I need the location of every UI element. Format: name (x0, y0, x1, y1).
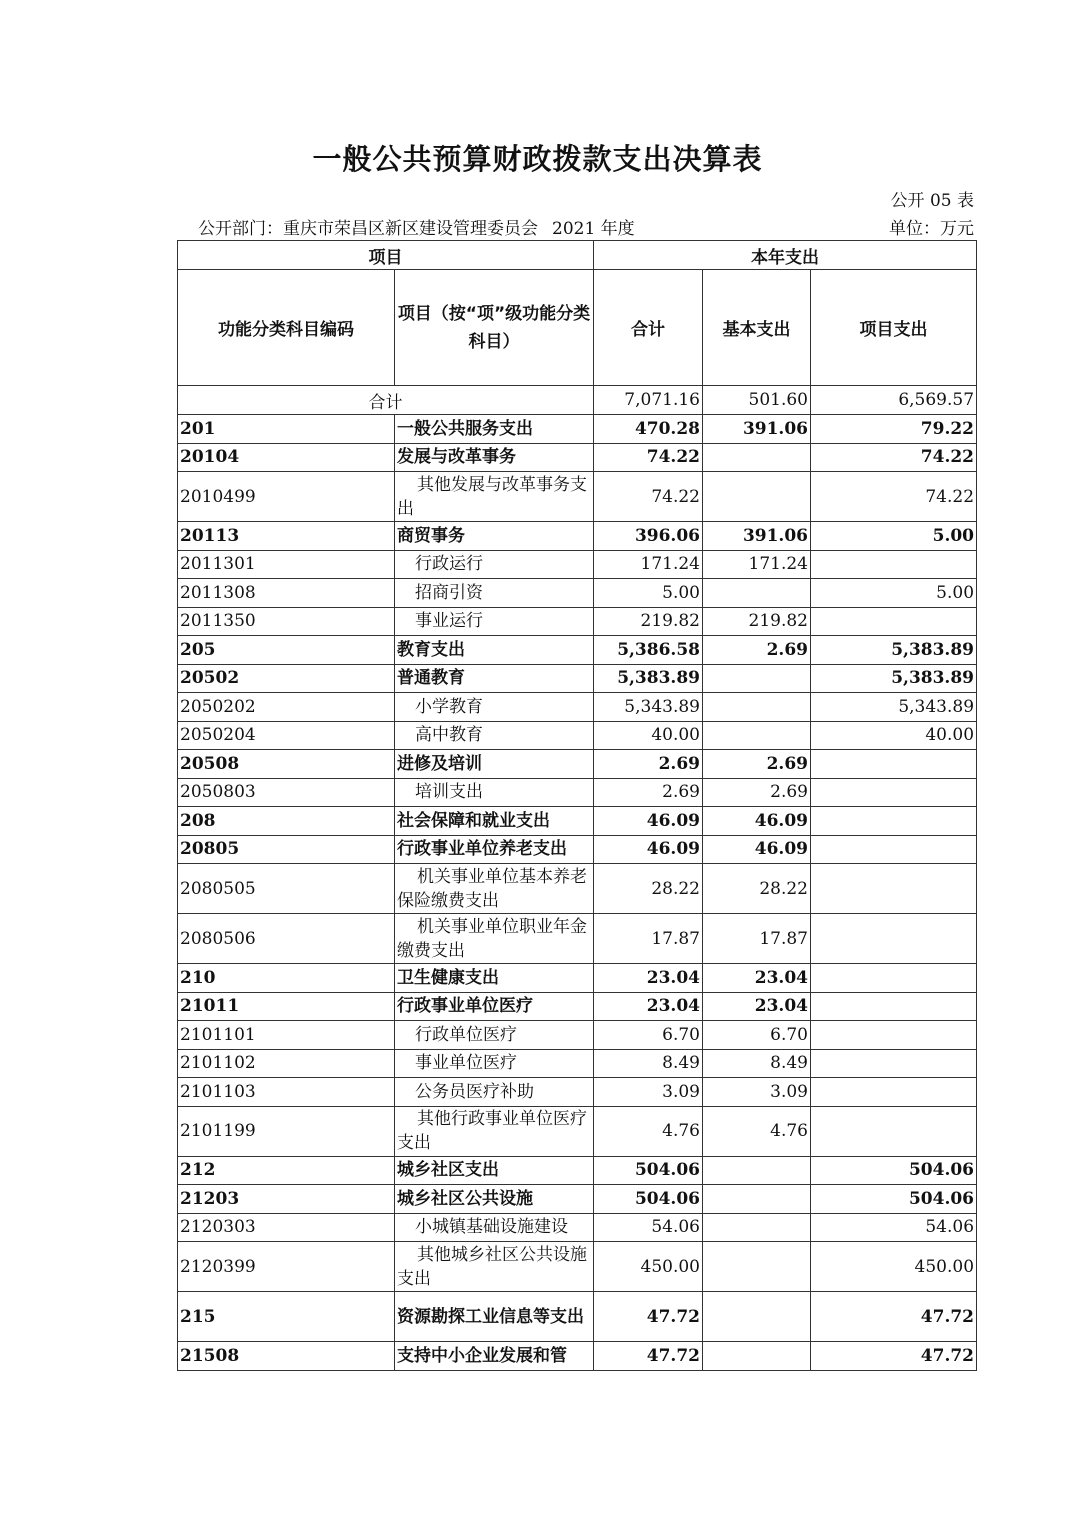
row-code: 20508 (178, 750, 395, 779)
row-total: 74.22 (594, 443, 703, 472)
row-code: 2080505 (178, 864, 395, 914)
header-basic: 基本支出 (703, 270, 811, 386)
total-basic: 501.60 (703, 386, 811, 415)
row-total: 40.00 (594, 721, 703, 750)
row-total: 23.04 (594, 964, 703, 993)
row-project (811, 1078, 977, 1107)
row-code: 201 (178, 415, 395, 444)
department-name: 公开部门：重庆市荣昌区新区建设管理委员会 (198, 219, 538, 239)
row-name: 发展与改革事务 (395, 443, 594, 472)
row-code: 20113 (178, 522, 395, 551)
row-total: 504.06 (594, 1156, 703, 1185)
row-basic (703, 693, 811, 722)
table-row (178, 1156, 977, 1185)
row-total: 46.09 (594, 807, 703, 836)
row-name: 卫生健康支出 (395, 964, 594, 993)
row-project: 5.00 (811, 522, 977, 551)
row-project: 5.00 (811, 579, 977, 608)
row-code: 20805 (178, 835, 395, 864)
row-basic: 17.87 (703, 914, 811, 964)
row-total: 8.49 (594, 1049, 703, 1078)
row-total: 504.06 (594, 1185, 703, 1214)
row-name: 商贸事务 (395, 522, 594, 551)
table-row (178, 1049, 977, 1078)
row-basic (703, 1185, 811, 1214)
header-total: 合计 (594, 270, 703, 386)
table-row (178, 1213, 977, 1242)
row-basic: 2.69 (703, 636, 811, 665)
table-row (178, 636, 977, 665)
row-project (811, 835, 977, 864)
row-total: 47.72 (594, 1342, 703, 1371)
row-basic: 46.09 (703, 807, 811, 836)
row-total: 2.69 (594, 778, 703, 807)
unit-label: 单位：万元 (889, 219, 974, 239)
table-row (178, 835, 977, 864)
row-name: 机关事业单位职业年金缴费支出 (395, 914, 594, 964)
row-total: 17.87 (594, 914, 703, 964)
row-project (811, 1049, 977, 1078)
total-row (178, 386, 977, 415)
row-code: 2080506 (178, 914, 395, 964)
row-code: 2120399 (178, 1242, 395, 1292)
row-code: 2050803 (178, 778, 395, 807)
row-code: 2101102 (178, 1049, 395, 1078)
row-project (811, 550, 977, 579)
row-total: 5,383.89 (594, 664, 703, 693)
row-code: 210 (178, 964, 395, 993)
row-project (811, 864, 977, 914)
row-project: 74.22 (811, 472, 977, 522)
table-row (178, 1342, 977, 1371)
row-total: 396.06 (594, 522, 703, 551)
row-total: 74.22 (594, 472, 703, 522)
row-project: 79.22 (811, 415, 977, 444)
table-row (178, 778, 977, 807)
header-row-2 (178, 270, 977, 386)
row-basic: 171.24 (703, 550, 811, 579)
row-code: 2101101 (178, 1021, 395, 1050)
row-basic: 8.49 (703, 1049, 811, 1078)
row-code: 215 (178, 1292, 395, 1342)
row-total: 2.69 (594, 750, 703, 779)
header-current-year: 本年支出 (594, 241, 977, 270)
row-total: 4.76 (594, 1106, 703, 1156)
fiscal-year: 2021 年度 (552, 219, 635, 239)
row-code: 21011 (178, 992, 395, 1021)
row-basic: 2.69 (703, 750, 811, 779)
row-project (811, 607, 977, 636)
row-total: 54.06 (594, 1213, 703, 1242)
row-name: 招商引资 (395, 579, 594, 608)
row-name: 其他发展与改革事务支出 (395, 472, 594, 522)
row-basic (703, 1242, 811, 1292)
row-basic: 219.82 (703, 607, 811, 636)
row-total: 6.70 (594, 1021, 703, 1050)
expenditure-table (177, 240, 977, 1371)
row-name: 小学教育 (395, 693, 594, 722)
row-total: 5.00 (594, 579, 703, 608)
row-basic (703, 1342, 811, 1371)
row-code: 21203 (178, 1185, 395, 1214)
row-basic (703, 1156, 811, 1185)
row-basic: 3.09 (703, 1078, 811, 1107)
row-total: 47.72 (594, 1292, 703, 1342)
row-name: 教育支出 (395, 636, 594, 665)
table-row (178, 415, 977, 444)
row-project: 40.00 (811, 721, 977, 750)
row-project (811, 1106, 977, 1156)
row-total: 5,343.89 (594, 693, 703, 722)
table-row (178, 607, 977, 636)
row-name: 行政事业单位养老支出 (395, 835, 594, 864)
row-basic: 23.04 (703, 964, 811, 993)
table-row (178, 964, 977, 993)
table-row (178, 1021, 977, 1050)
total-total: 7,071.16 (594, 386, 703, 415)
row-name: 培训支出 (395, 778, 594, 807)
row-total: 23.04 (594, 992, 703, 1021)
row-basic (703, 1292, 811, 1342)
row-project (811, 914, 977, 964)
row-name: 行政事业单位医疗 (395, 992, 594, 1021)
header-code: 功能分类科目编码 (178, 270, 395, 386)
row-name: 公务员医疗补助 (395, 1078, 594, 1107)
table-row (178, 721, 977, 750)
row-name: 事业单位医疗 (395, 1049, 594, 1078)
row-code: 208 (178, 807, 395, 836)
table-row (178, 443, 977, 472)
row-project (811, 964, 977, 993)
row-name: 一般公共服务支出 (395, 415, 594, 444)
row-code: 2101103 (178, 1078, 395, 1107)
row-name: 机关事业单位基本养老保险缴费支出 (395, 864, 594, 914)
row-project: 5,383.89 (811, 664, 977, 693)
row-project: 5,383.89 (811, 636, 977, 665)
table-row (178, 992, 977, 1021)
row-project: 504.06 (811, 1185, 977, 1214)
table-row (178, 1185, 977, 1214)
table-row (178, 914, 977, 964)
row-basic: 2.69 (703, 778, 811, 807)
row-basic: 391.06 (703, 522, 811, 551)
row-project (811, 750, 977, 779)
row-basic (703, 443, 811, 472)
table-row (178, 864, 977, 914)
row-name: 行政运行 (395, 550, 594, 579)
row-project: 47.72 (811, 1342, 977, 1371)
row-code: 21508 (178, 1342, 395, 1371)
table-row (178, 522, 977, 551)
table-row (178, 1106, 977, 1156)
row-basic (703, 472, 811, 522)
header-name: 项目（按“项”级功能分类科目） (395, 270, 594, 386)
row-total: 171.24 (594, 550, 703, 579)
row-total: 5,386.58 (594, 636, 703, 665)
form-number: 公开 05 表 (890, 191, 974, 211)
row-code: 2011301 (178, 550, 395, 579)
row-project (811, 992, 977, 1021)
table-row (178, 1078, 977, 1107)
row-total: 46.09 (594, 835, 703, 864)
row-basic: 6.70 (703, 1021, 811, 1050)
row-basic (703, 721, 811, 750)
row-code: 20502 (178, 664, 395, 693)
row-basic: 4.76 (703, 1106, 811, 1156)
row-code: 2011350 (178, 607, 395, 636)
row-code: 2011308 (178, 579, 395, 608)
table-row (178, 664, 977, 693)
total-label: 合计 (178, 386, 594, 415)
table-row (178, 750, 977, 779)
table-row (178, 1242, 977, 1292)
row-basic (703, 664, 811, 693)
row-project: 504.06 (811, 1156, 977, 1185)
row-project (811, 807, 977, 836)
row-total: 3.09 (594, 1078, 703, 1107)
table-row (178, 579, 977, 608)
row-name: 城乡社区公共设施 (395, 1185, 594, 1214)
table-row (178, 1292, 977, 1342)
row-name: 资源勘探工业信息等支出 (395, 1292, 594, 1342)
row-name: 行政单位医疗 (395, 1021, 594, 1050)
row-project: 74.22 (811, 443, 977, 472)
department-line (198, 214, 635, 239)
header-project-expenditure: 项目支出 (811, 270, 977, 386)
row-project: 450.00 (811, 1242, 977, 1292)
row-name: 城乡社区支出 (395, 1156, 594, 1185)
row-project (811, 778, 977, 807)
row-basic: 46.09 (703, 835, 811, 864)
row-basic: 391.06 (703, 415, 811, 444)
table-row (178, 693, 977, 722)
row-name: 进修及培训 (395, 750, 594, 779)
row-project: 54.06 (811, 1213, 977, 1242)
table-row (178, 807, 977, 836)
row-basic: 28.22 (703, 864, 811, 914)
total-project: 6,569.57 (811, 386, 977, 415)
row-total: 450.00 (594, 1242, 703, 1292)
row-name: 其他城乡社区公共设施支出 (395, 1242, 594, 1292)
page-title: 一般公共预算财政拨款支出决算表 (312, 142, 763, 176)
row-basic: 23.04 (703, 992, 811, 1021)
row-code: 205 (178, 636, 395, 665)
row-name: 其他行政事业单位医疗支出 (395, 1106, 594, 1156)
row-total: 219.82 (594, 607, 703, 636)
row-total: 470.28 (594, 415, 703, 444)
row-name: 支持中小企业发展和管 (395, 1342, 594, 1371)
row-name: 社会保障和就业支出 (395, 807, 594, 836)
row-basic (703, 1213, 811, 1242)
row-code: 2050204 (178, 721, 395, 750)
row-code: 20104 (178, 443, 395, 472)
row-total: 28.22 (594, 864, 703, 914)
row-project: 47.72 (811, 1292, 977, 1342)
row-name: 普通教育 (395, 664, 594, 693)
table-row (178, 472, 977, 522)
row-name: 事业运行 (395, 607, 594, 636)
row-code: 2050202 (178, 693, 395, 722)
row-code: 2120303 (178, 1213, 395, 1242)
row-code: 2010499 (178, 472, 395, 522)
row-name: 高中教育 (395, 721, 594, 750)
header-project: 项目 (178, 241, 594, 270)
row-project: 5,343.89 (811, 693, 977, 722)
table-row (178, 550, 977, 579)
header-row-1 (178, 241, 977, 270)
row-name: 小城镇基础设施建设 (395, 1213, 594, 1242)
row-code: 2101199 (178, 1106, 395, 1156)
row-code: 212 (178, 1156, 395, 1185)
row-basic (703, 579, 811, 608)
row-project (811, 1021, 977, 1050)
